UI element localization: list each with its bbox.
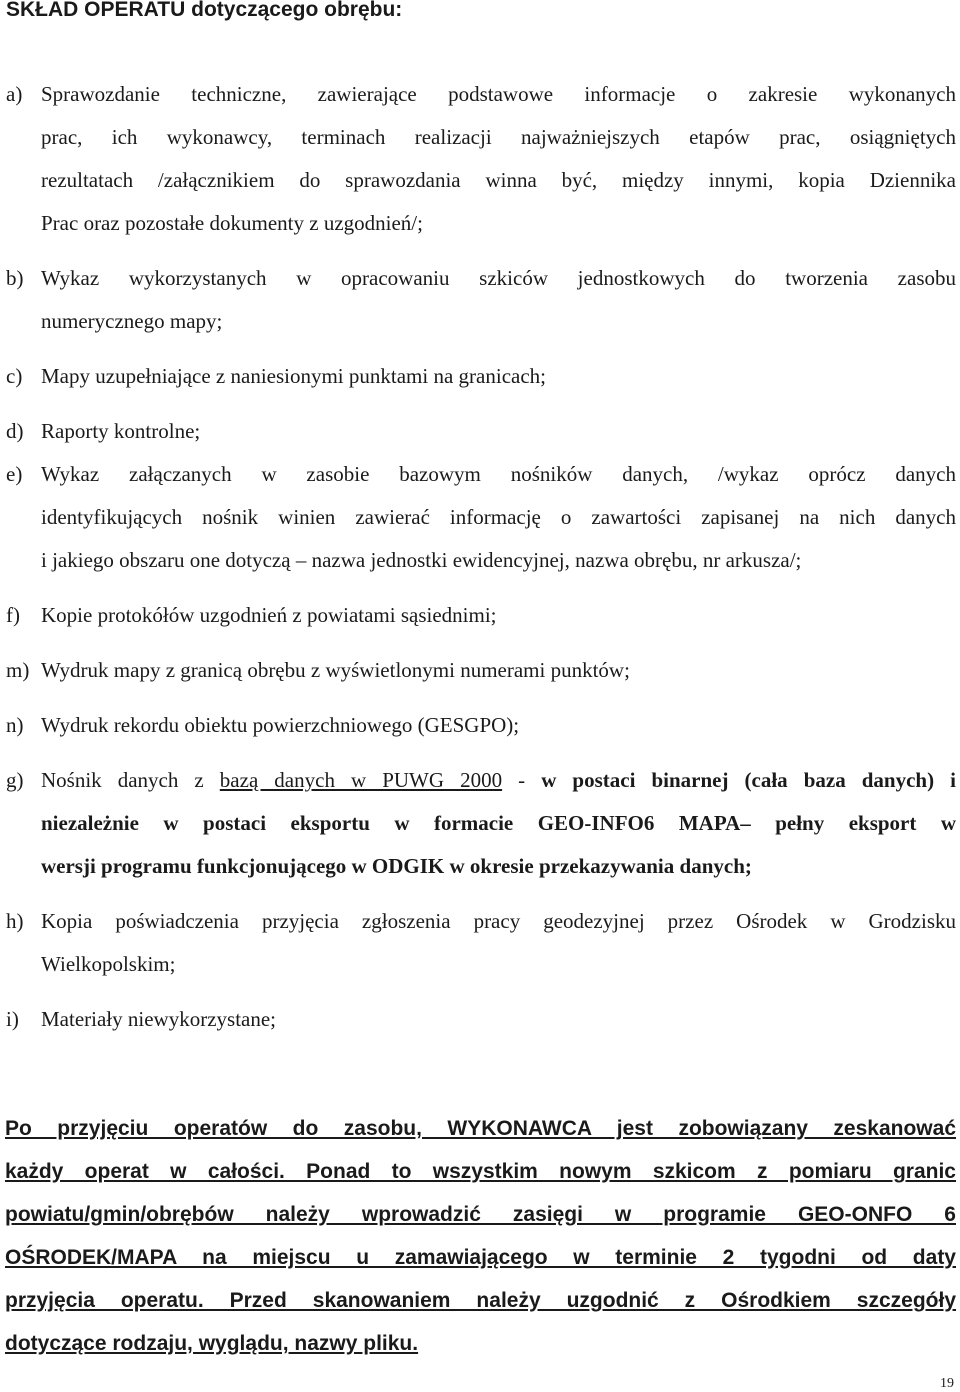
list-item-a-line [0, 211, 960, 241]
notice-line: przyjęcia operatu. Przed skanowaniem należy uzgodnić z Ośrodkiem szczegóły [5, 1289, 956, 1312]
list-item-g [0, 768, 960, 798]
notice-line: OŚRODEK/MAPA na miejscu u zamawiającego w terminie 2 tygodni od daty [5, 1246, 956, 1269]
notice-line: Po przyjęciu operatów do zasobu, WYKONAWCA jest zobowiązany zeskanować [5, 1117, 956, 1140]
list-item-h-line [0, 952, 960, 982]
item-line: prac, ich wykonawcy, terminach realizacji najważniejszych etapów prac, osiągniętych [41, 125, 956, 149]
item-line: Wielkopolskim; [41, 952, 176, 976]
list-item-d [0, 419, 960, 449]
list-item-h [0, 909, 960, 939]
item-g-dash: - [502, 768, 542, 792]
item-line: identyfikujących nośnik winien zawierać informację o zawartości zapisanej na nich danych [41, 505, 956, 529]
list-item-i [0, 1007, 960, 1037]
list-item-f [0, 603, 960, 633]
item-line: Materiały niewykorzystane; [41, 1007, 276, 1031]
list-item-e-line [0, 505, 960, 535]
item-line: Mapy uzupełniające z naniesionymi punktami na granicach; [41, 364, 546, 388]
list-item-g-line [0, 811, 960, 841]
list-item-e-line [0, 548, 960, 578]
list-item-m [0, 658, 960, 688]
item-line: Prac oraz pozostałe dokumenty z uzgodnień/; [41, 211, 423, 235]
item-line: Wydruk rekordu obiektu powierzchniowego (GESGPO); [41, 713, 520, 737]
list-item-n [0, 713, 960, 743]
item-marker: e) [6, 462, 23, 486]
list-item-b-line [0, 309, 960, 339]
item-line: wersji programu funkcjonującego w ODGIK w okresie przekazywania danych; [41, 854, 752, 878]
item-line: Wykaz wykorzystanych w opracowaniu szkiców jednostkowych do tworzenia zasobu [41, 266, 956, 290]
notice-line: powiatu/gmin/obrębów należy wprowadzić zasięgi w programie GEO-ONFO 6 [5, 1203, 956, 1226]
item-line: Kopia poświadczenia przyjęcia zgłoszenia pracy geodezyjnej przez Ośrodek w Grodzisku [41, 909, 956, 933]
item-line: Kopie protokółów uzgodnień z powiatami sąsiednimi; [41, 603, 497, 627]
list-item-a-line [0, 168, 960, 198]
list-item-b [0, 266, 960, 296]
item-marker: a) [6, 82, 23, 106]
item-marker: b) [6, 266, 24, 290]
item-marker: f) [6, 603, 20, 627]
item-marker: m) [6, 658, 30, 682]
item-line: Sprawozdanie techniczne, zawierające podstawowe informacje o zakresie wykonanych [41, 82, 956, 106]
item-line: i jakiego obszaru one dotyczą – nazwa jednostki ewidencyjnej, nazwa obrębu, nr arkusza/; [41, 548, 802, 572]
item-marker: c) [6, 364, 23, 388]
notice-line: każdy operat w całości. Ponad to wszystkim nowym szkicom z pomiaru granic [5, 1160, 956, 1183]
item-line: rezultatach /załącznikiem do sprawozdania winna być, między innymi, kopia Dziennika [41, 168, 956, 192]
item-g-text: Nośnik danych z [41, 768, 220, 792]
item-marker: n) [6, 713, 24, 737]
item-marker: h) [6, 909, 24, 933]
item-marker: d) [6, 419, 24, 443]
item-g-database-text: bazą danych w PUWG 2000 [219, 768, 503, 792]
page-heading: SKŁAD OPERATU dotyczącego obrębu: [6, 0, 403, 21]
item-marker: g) [6, 768, 24, 792]
item-line: numerycznego mapy; [41, 309, 223, 333]
item-line: Wydruk mapy z granicą obrębu z wyświetlonymi numerami punktów; [41, 658, 630, 682]
list-item-a [0, 82, 960, 112]
list-item-a-line [0, 125, 960, 155]
item-line: Wykaz załączanych w zasobie bazowym nośników danych, /wykaz oprócz danych [41, 462, 956, 486]
item-line: niezależnie w postaci eksportu w formacie GEO-INFO6 MAPA– pełny eksport w [41, 811, 956, 835]
item-marker: i) [6, 1007, 19, 1031]
list-item-c [0, 364, 960, 394]
item-g-bold-text: w postaci binarnej (cała baza danych) i [541, 768, 956, 792]
list-item-g-line [0, 854, 960, 884]
notice-line: dotyczące rodzaju, wyglądu, nazwy pliku. [5, 1332, 419, 1355]
page-number: 19 [940, 1376, 954, 1391]
item-line: Raporty kontrolne; [41, 419, 201, 443]
list-item-e [0, 462, 960, 492]
